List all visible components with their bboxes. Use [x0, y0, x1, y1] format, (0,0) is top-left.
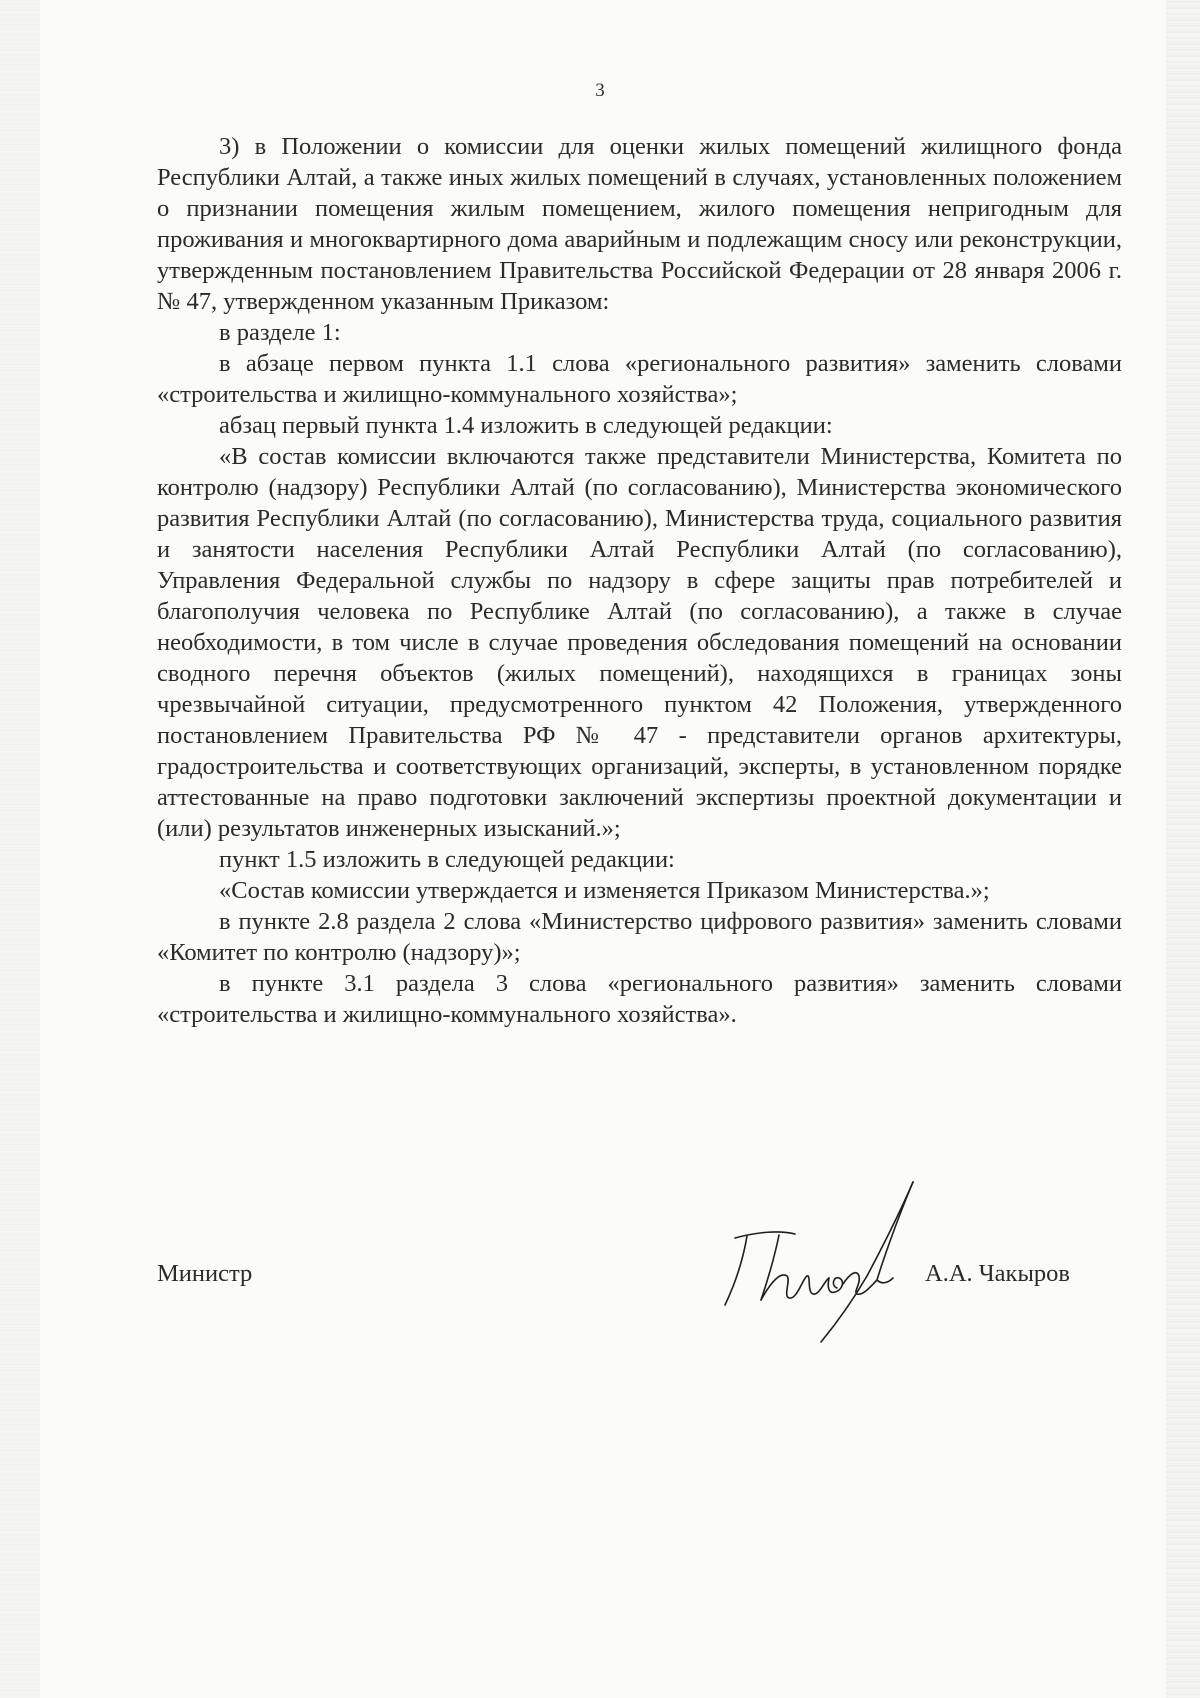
paragraph-point-3-1: в пункте 3.1 раздела 3 слова «регионального развития» заменить словами «строительства и жилищно-коммунального хозяйства». [157, 970, 1122, 1028]
document-body [157, 131, 1122, 1030]
signature-block [157, 1180, 1122, 1360]
paragraph-point-2-8: в пункте 2.8 раздела 2 слова «Министерство цифрового развития» заменить словами «Комитет по контролю (надзору)»; [157, 908, 1122, 966]
handwritten-signature [717, 1180, 927, 1345]
scan-edge-left [0, 0, 40, 1698]
paragraph-point-1-4-text: «В состав комиссии включаются также представители Министерства, Комитета по контролю (надзору) Республики Алтай (по согласованию), Министерства экономического развития Республики Алтай (по согласованию), Министерства труда, социального развития и занятости населения Республики Алтай Республики Алтай (по согласованию), Управления Федеральной службы по надзору в сфере защиты прав потребителей и благополучия человека по Республике Алтай (по согласованию), а также в случае необходимости, в том числе в случае проведения обследования помещений на основании сводного перечня объектов (жилых помещений), находящихся в границах зоны чрезвычайной ситуации, предусмотренного пунктом 42 Положения, утвержденного постановлением Правительства РФ № 47 - представители органов архитектуры, градостроительства и соответствующих организаций, эксперты, в установленном порядке аттестованные на право подготовки заключений экспертизы проектной документации и (или) результатов инженерных изысканий.»; [157, 443, 1122, 842]
page-number: 3 [595, 80, 605, 101]
paragraph-point-1-4-intro: абзац первый пункта 1.4 изложить в следующей редакции: [219, 412, 833, 439]
paragraph-point-1-1: в абзаце первом пункта 1.1 слова «регионального развития» заменить словами «строительства и жилищно-коммунального хозяйства»; [157, 350, 1122, 408]
signer-title: Министр [157, 1260, 253, 1287]
paragraph-section-1: в разделе 1: [219, 319, 341, 346]
paragraph-amendment-3: 3) в Положении о комиссии для оценки жилых помещений жилищного фонда Республики Алтай, а также иных жилых помещений в случаях, установленных положением о признании помещения жилым помещением, жилого помещения непригодным для проживания и многоквартирного дома аварийным и подлежащим сносу или реконструкции, утвержденным постановлением Правительства Российской Федерации от 28 января 2006 г. № 47, утвержденном указанным Приказом: [157, 133, 1122, 315]
scan-edge-right [1166, 0, 1200, 1698]
paragraph-point-1-5-intro: пункт 1.5 изложить в следующей редакции: [219, 846, 675, 873]
signer-name: А.А. Чакыров [925, 1260, 1070, 1287]
paragraph-point-1-5-text: «Состав комиссии утверждается и изменяется Приказом Министерства.»; [219, 877, 990, 904]
